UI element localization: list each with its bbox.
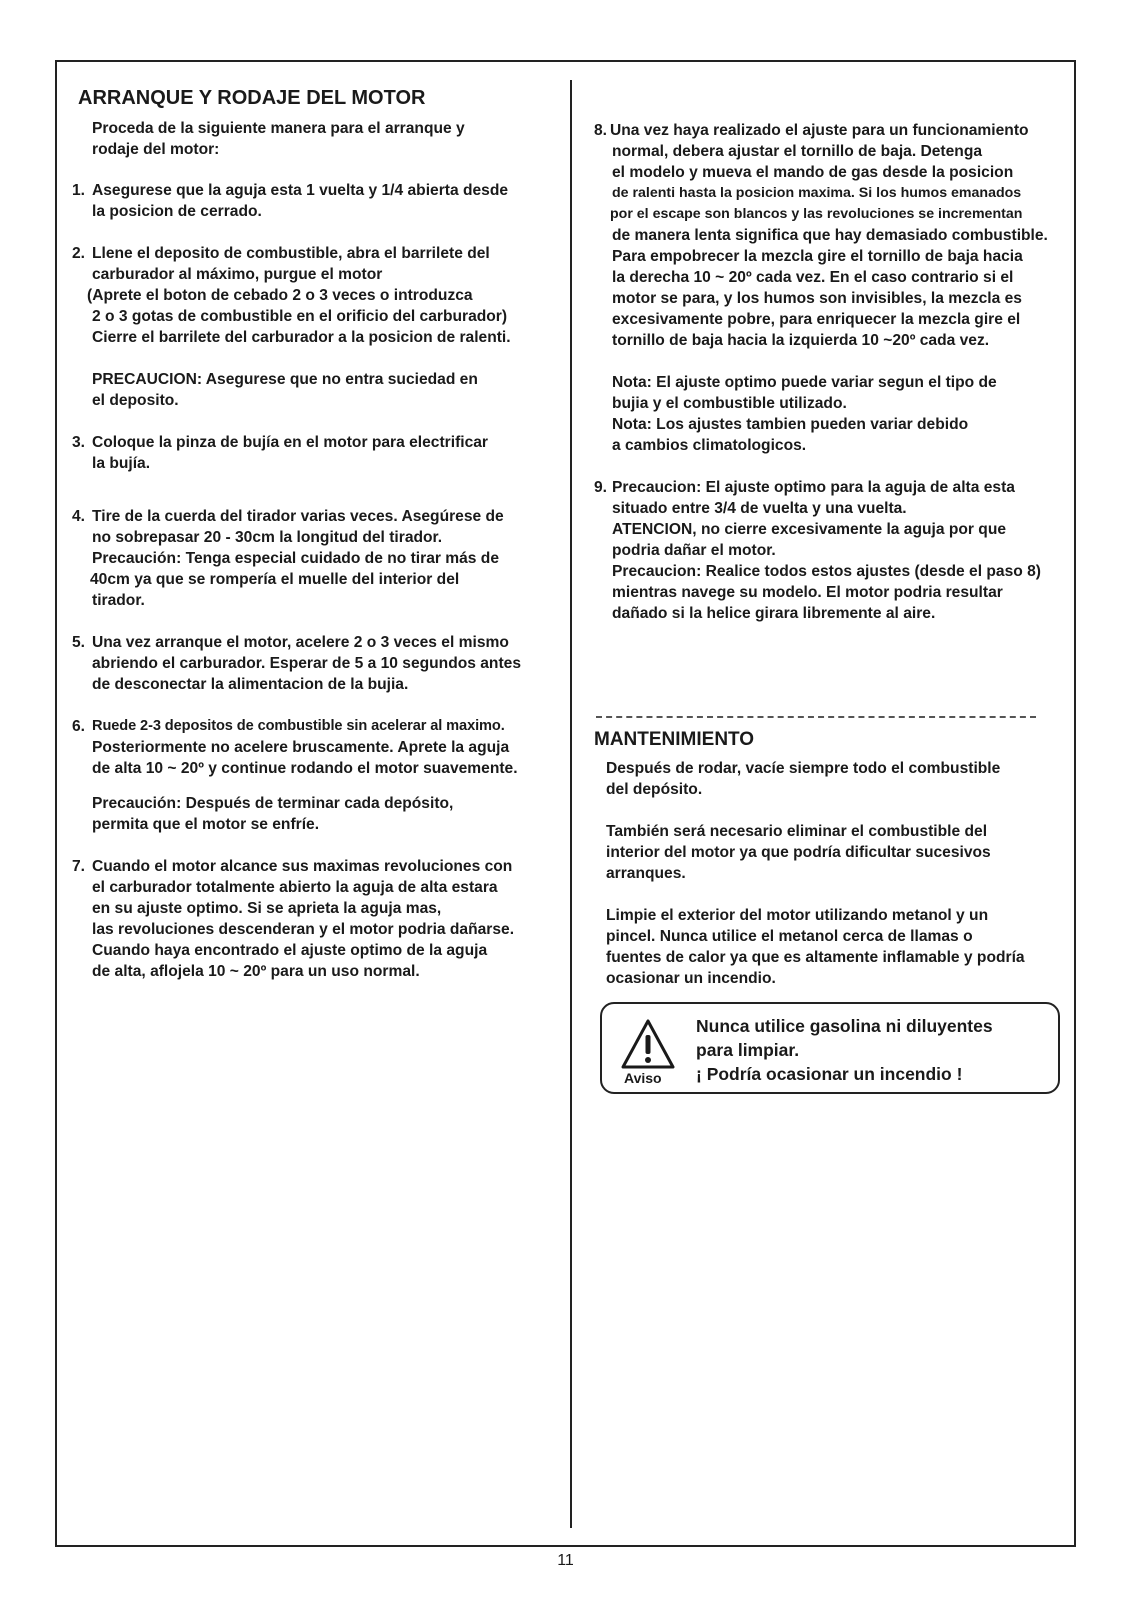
step-1: 1. Asegurese que la aguja esta 1 vuelta y 1/4 abierta desde la posicion de cerrado. [72, 182, 509, 220]
warning-box [600, 1002, 1060, 1094]
step-6-caution: Precaución: Después de terminar cada depósito, permita que el motor se enfríe. [92, 795, 454, 833]
step-8-notes: Nota: El ajuste optimo puede variar segun el tipo de bujia y el combustible utilizado. Nota: Los ajustes tambien pueden variar debido a cambios climatologicos. [612, 374, 997, 454]
warning-label: Aviso [624, 1070, 662, 1086]
left-column [72, 86, 562, 1003]
step-3: 3. Coloque la pinza de bujía en el motor para electrificar la bujía. [72, 434, 489, 472]
step-8: 8. Una vez haya realizado el ajuste para un funcionamiento normal, debera ajustar el tornillo de baja. Detenga el modelo y mueva el mando de gas desde la posicion de ralenti hasta la posicion maxima. Si los humos emanados por el escape son blancos y las revoluciones se incrementan de manera lenta significa que hay demasiado combustible. Para empobrecer la mezcla gire el tornillo de baja hacia la derecha 10 ~ 20º cada vez. En el caso contrario si el motor se para, y los humos son invisibles, la mezcla es excesivamente pobre, para enriquecer la mezcla gire el tornillo de baja hacia la izquierda 10 ~20º cada vez. Nota: El ajuste optimo puede variar segun el tipo de bujia y el combustible utilizado. Nota: Los ajustes tambien pueden variar debido a cambios climatologicos. [594, 120, 1074, 456]
maintenance-paragraph-2: También será necesario eliminar el combustible del interior del motor ya que podría dificultar sucesivos arranques. [606, 823, 991, 882]
step-2-caution: PRECAUCION: Asegurese que no entra suciedad en el deposito. [92, 371, 478, 409]
warning-text: Nunca utilice gasolina ni diluyentes para limpiar. ¡ Podría ocasionar un incendio ! [696, 1016, 993, 1084]
section-separator [596, 716, 1036, 718]
maintenance-paragraph-1: Después de rodar, vacíe siempre todo el combustible del depósito. [606, 760, 1001, 798]
step-6: 6. Ruede 2-3 depositos de combustible sin acelerar al maximo. Posteriormente no acelere bruscamente. Aprete la aguja de alta 10 ~ 20º y continue rodando el motor suavemente. Precaución: Después de terminar cada depósito, permita que el motor se enfríe. [72, 716, 562, 835]
maintenance-section [594, 728, 1074, 989]
right-column [594, 120, 1074, 1010]
step-5: 5. Una vez arranque el motor, acelere 2 o 3 veces el mismo abriendo el carburador. Esperar de 5 a 10 segundos antes de desconectar la alimentacion de la bujia. [72, 634, 521, 693]
page-number: 11 [557, 1552, 574, 1569]
step-9: 9. Precaucion: El ajuste optimo para la aguja de alta esta situado entre 3/4 de vuelta y una vuelta. ATENCION, no cierre excesivamente la aguja por que podria dañar el motor. Precaucion: Realice todos estos ajustes (desde el paso 8) mientras navege su modelo. El motor podria resultar dañado si la helice girara libremente al aire. [594, 479, 1041, 622]
section-title-arranque: ARRANQUE Y RODAJE DEL MOTOR [78, 87, 426, 109]
warning-triangle-icon [620, 1018, 676, 1070]
step-4: 4. Tire de la cuerda del tirador varias veces. Asegúrese de no sobrepasar 20 - 30cm la longitud del tirador. Precaución: Tenga especial cuidado de no tirar más de 40cm ya que se rompería el muelle del interior del tirador. [72, 508, 504, 609]
intro-paragraph: Proceda de la siguiente manera para el arranque y rodaje del motor: [92, 120, 465, 158]
step-2: 2. Llene el deposito de combustible, abra el barrilete del carburador al máximo, purgue el motor (Aprete el boton de cebado 2 o 3 veces o introduzca 2 o 3 gotas de combustible en el orificio del carburador) Cierre el barrilete del carburador a la posicion de ralenti. PRECAUCION: Asegurese que no entra suciedad en el deposito. [72, 243, 562, 411]
section-title-mantenimiento: MANTENIMIENTO [594, 729, 755, 750]
column-divider [570, 80, 572, 1528]
maintenance-paragraph-3: Limpie el exterior del motor utilizando metanol y un pincel. Nunca utilice el metanol cerca de llamas o fuentes de calor ya que es altamente inflamable y podría ocasionar un incendio. [606, 907, 1025, 987]
step-7: 7. Cuando el motor alcance sus maximas revoluciones con el carburador totalmente abierto la aguja de alta estara en su ajuste optimo. Si se aprieta la aguja mas, las revoluciones descenderan y el motor podria dañarse. Cuando haya encontrado el ajuste optimo de la aguja de alta, aflojela 10 ~ 20º para un uso normal. [72, 858, 515, 980]
